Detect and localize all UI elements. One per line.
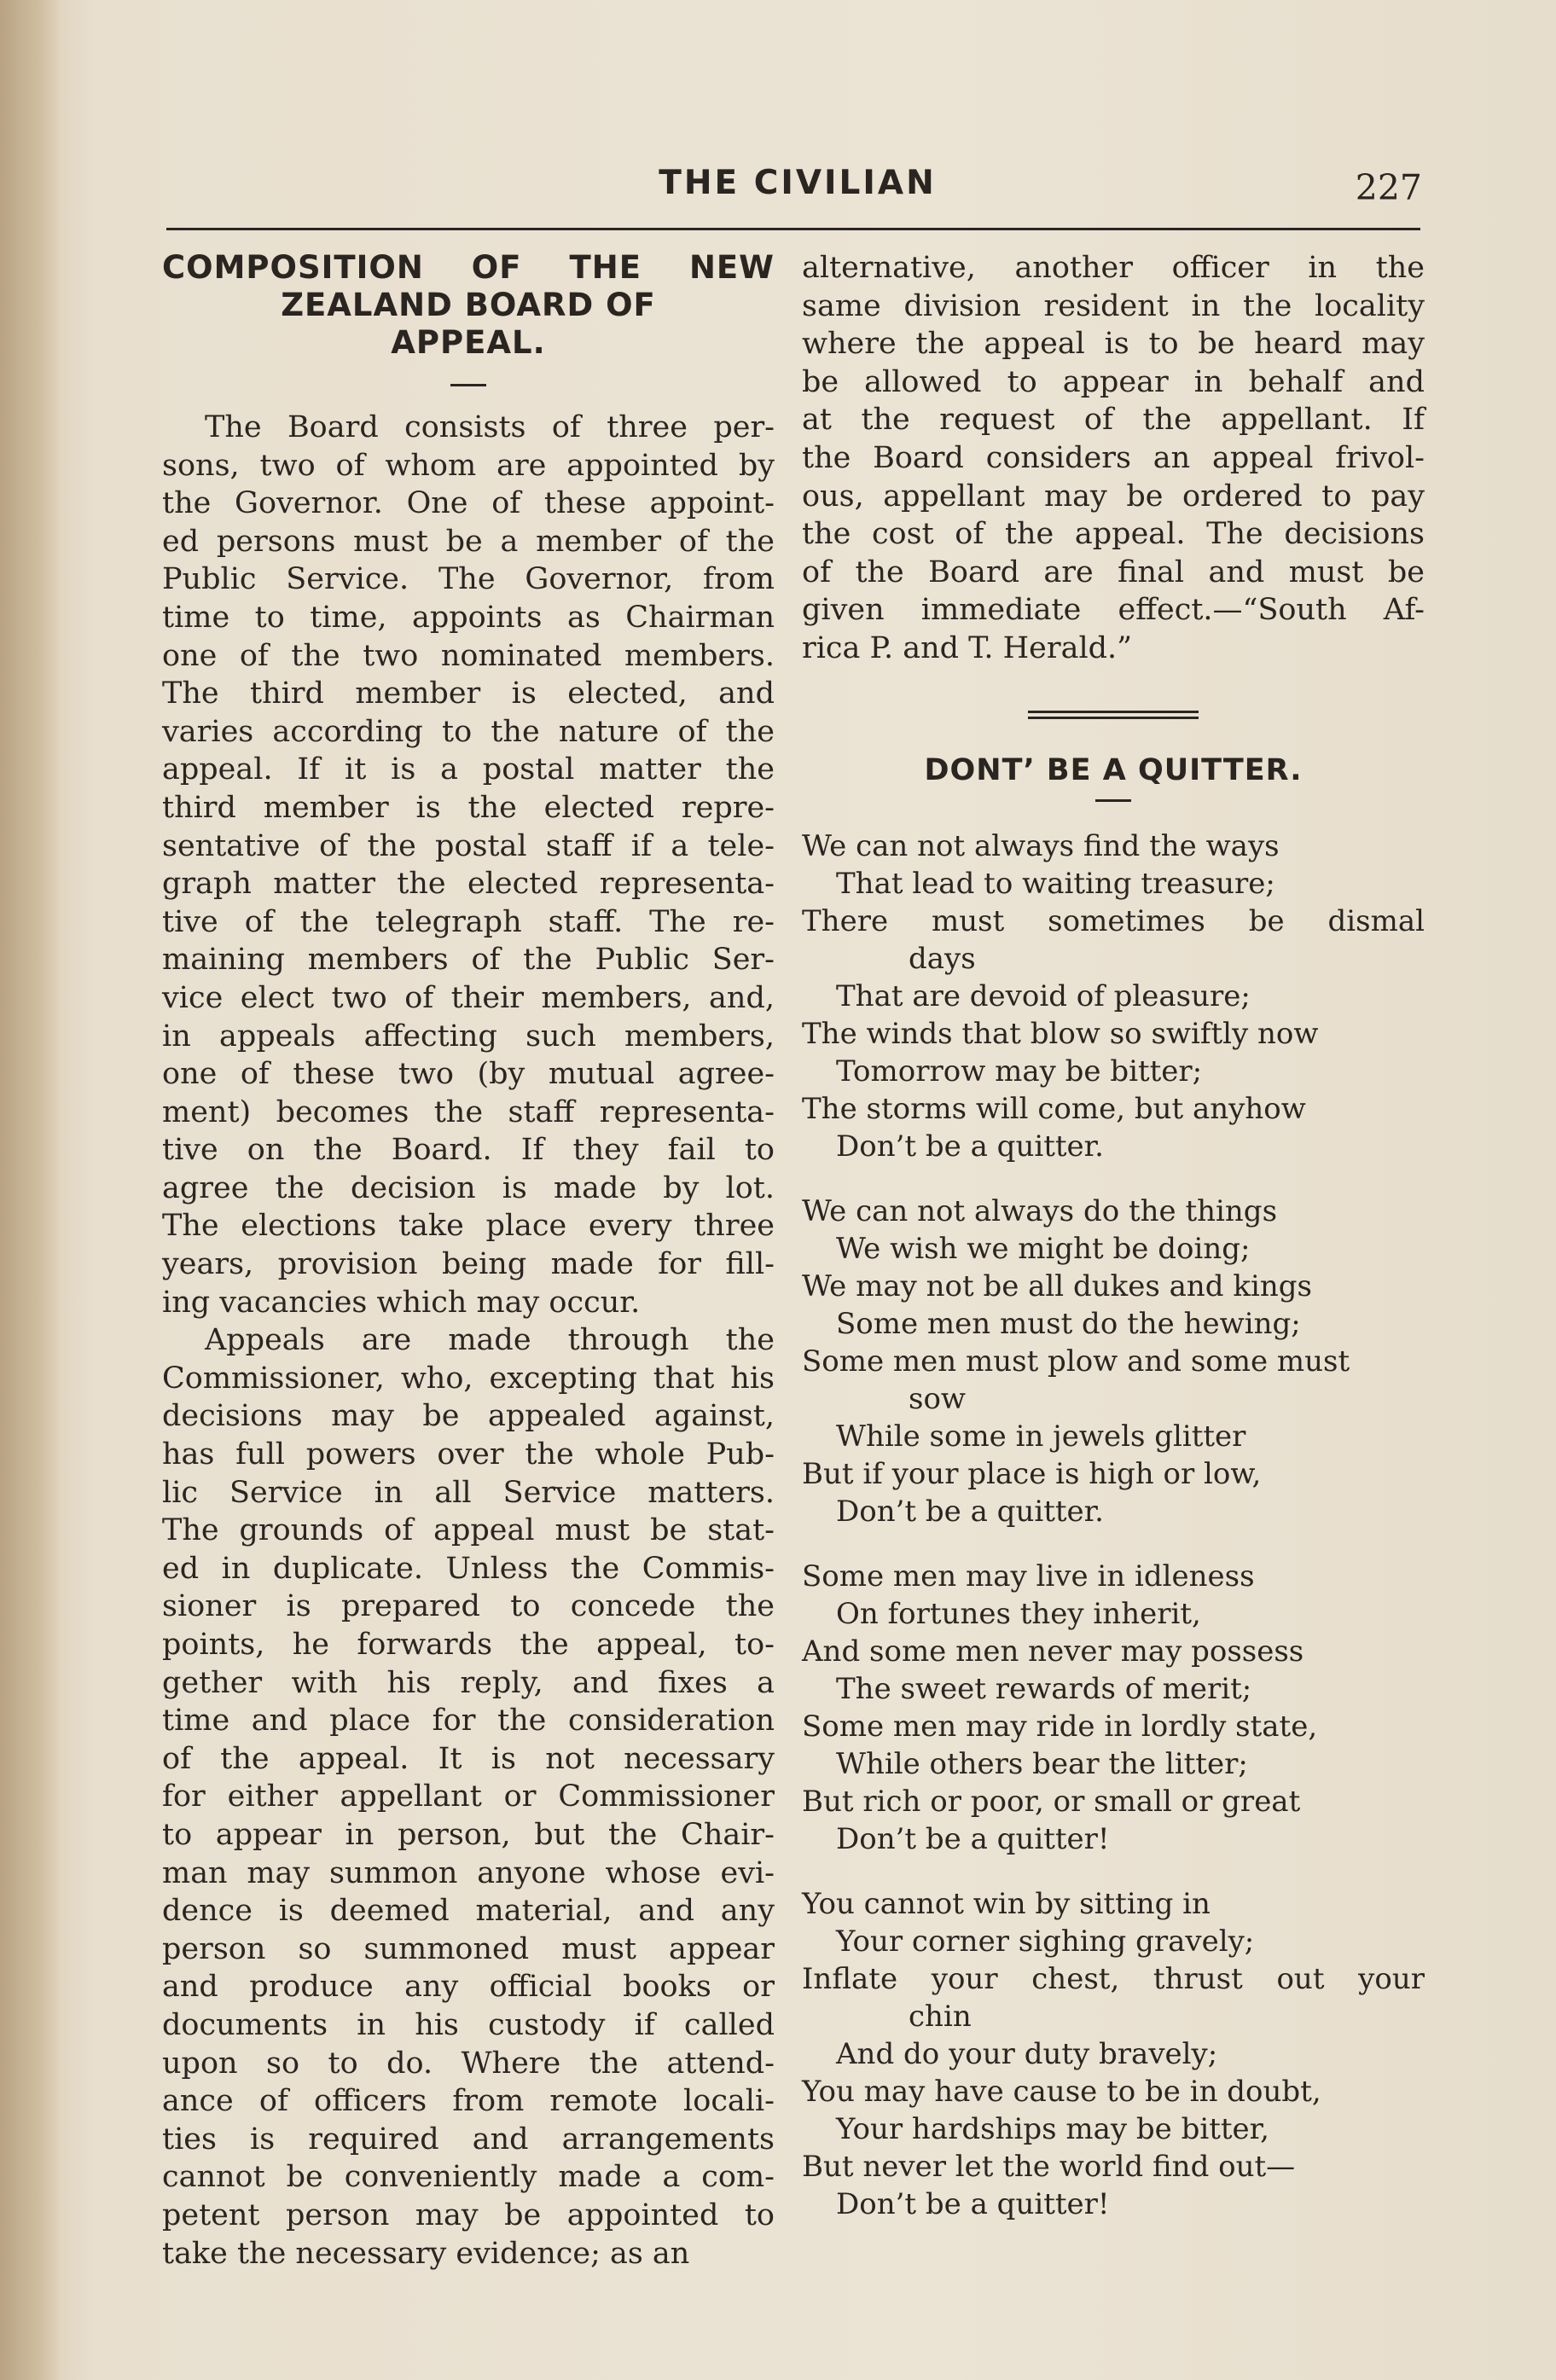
article-title bbox=[162, 249, 775, 362]
text-line: one of these two (by mutual agree- bbox=[162, 1057, 775, 1092]
poem-line: And do your duty bravely; bbox=[836, 2036, 1218, 2071]
text-line: agree the decision is made by lot. bbox=[162, 1170, 775, 1205]
text-line: same division resident in the locality bbox=[802, 288, 1425, 323]
text-line: ed in duplicate. Unless the Commis- bbox=[162, 1551, 775, 1586]
text-line: given immediate effect.—“South Af- bbox=[802, 593, 1425, 628]
text-line: has full powers over the whole Pub- bbox=[162, 1437, 775, 1472]
right-column bbox=[802, 249, 1425, 2250]
text-line: Commissioner, who, excepting that his bbox=[162, 1361, 775, 1396]
text-line: time and place for the consideration bbox=[162, 1704, 775, 1739]
binding-shadow bbox=[0, 0, 60, 2380]
text-line: maining members of the Public Ser- bbox=[162, 943, 775, 978]
article-paragraph-2 bbox=[162, 1321, 775, 2273]
poem-line: You may have cause to be in doubt, bbox=[802, 2074, 1321, 2109]
text-line: vice elect two of their members, and, bbox=[162, 980, 775, 1015]
poem-line: But never let the world find out— bbox=[802, 2149, 1296, 2184]
text-line: The third member is elected, and bbox=[162, 676, 775, 711]
text-line: take the necessary evidence; as an bbox=[162, 2236, 690, 2271]
poem-line: And some men never may possess bbox=[802, 1634, 1304, 1669]
poem-line: You cannot win by sitting in bbox=[802, 1886, 1211, 1921]
text-line: person so summoned must appear bbox=[162, 1931, 775, 1966]
poem-line: We can not always find the ways bbox=[802, 828, 1280, 863]
text-line: the cost of the appeal. The decisions bbox=[802, 517, 1425, 552]
text-line: ing vacancies which may occur. bbox=[162, 1285, 641, 1320]
text-line: decisions may be appealed against, bbox=[162, 1399, 775, 1434]
section-divider bbox=[1028, 711, 1199, 719]
poem-line: Don’t be a quitter! bbox=[836, 1821, 1110, 1856]
left-column bbox=[162, 249, 775, 2273]
text-line: time to time, appoints as Chairman bbox=[162, 600, 775, 635]
poem-line: Some men must do the hewing; bbox=[836, 1306, 1301, 1341]
poem-stanza bbox=[802, 1193, 1425, 1530]
poem-line: days bbox=[909, 941, 976, 976]
text-line: where the appeal is to be heard may bbox=[802, 327, 1425, 362]
text-line: to appear in person, but the Chair- bbox=[162, 1817, 775, 1852]
article-title-line: COMPOSITION OF THE NEW bbox=[162, 249, 775, 286]
poem-line: Your corner sighing gravely; bbox=[836, 1924, 1255, 1959]
poem-line: We may not be all dukes and kings bbox=[802, 1268, 1312, 1303]
poem-line: Don’t be a quitter! bbox=[836, 2186, 1110, 2221]
poem bbox=[802, 827, 1425, 2223]
running-title: THE CIVILIAN bbox=[659, 164, 937, 202]
poem-line: That lead to waiting treasure; bbox=[836, 866, 1275, 901]
text-line: lic Service in all Service matters. bbox=[162, 1475, 775, 1510]
poem-line: Don’t be a quitter. bbox=[836, 1494, 1104, 1529]
poem-line: The storms will come, but anyhow bbox=[802, 1091, 1306, 1126]
text-line: tive of the telegraph staff. The re- bbox=[162, 904, 775, 939]
text-line: one of the two nominated members. bbox=[162, 638, 775, 673]
text-line: gether with his reply, and fixes a bbox=[162, 1665, 775, 1700]
text-line: of the appeal. It is not necessary bbox=[162, 1741, 775, 1776]
poem-line: We can not always do the things bbox=[802, 1193, 1278, 1228]
text-line: of the Board are final and must be bbox=[802, 554, 1425, 589]
poem-line: Tomorrow may be bitter; bbox=[836, 1054, 1203, 1088]
text-line: and produce any official books or bbox=[162, 1970, 775, 2005]
text-line: at the request of the appellant. If bbox=[802, 403, 1425, 438]
poem-line: While some in jewels glitter bbox=[836, 1419, 1246, 1454]
text-line: for either appellant or Commissioner bbox=[162, 1779, 775, 1814]
text-line: cannot be conveniently made a com- bbox=[162, 2160, 775, 2195]
text-line: The elections take place every three bbox=[162, 1209, 775, 1244]
title-dash bbox=[450, 384, 486, 386]
text-line: ance of officers from remote locali- bbox=[162, 2084, 775, 2119]
poem-line: The sweet rewards of merit; bbox=[836, 1671, 1252, 1706]
poem-line: sow bbox=[909, 1381, 967, 1416]
poem-line: Some men may ride in lordly state, bbox=[802, 1709, 1318, 1744]
poem-line: We wish we might be doing; bbox=[836, 1231, 1251, 1266]
poem-line: Your hardships may be bitter, bbox=[836, 2111, 1269, 2146]
poem-line: But rich or poor, or small or great bbox=[802, 1784, 1301, 1819]
poem-line: Inflate your chest, thrust out your bbox=[802, 1961, 1425, 1996]
poem-title-dash bbox=[1095, 799, 1131, 802]
text-line: points, he forwards the appeal, to- bbox=[162, 1628, 775, 1662]
text-line: sentative of the postal staff if a tele- bbox=[162, 828, 775, 863]
text-line: ous, appellant may be ordered to pay bbox=[802, 479, 1425, 514]
article-title-line: APPEAL. bbox=[391, 324, 546, 361]
text-line: ed persons must be a member of the bbox=[162, 524, 775, 559]
text-line: The grounds of appeal must be stat- bbox=[162, 1513, 775, 1548]
poem-stanza bbox=[802, 827, 1425, 1165]
text-line: sioner is prepared to concede the bbox=[162, 1589, 775, 1624]
text-line: ties is required and arrangements bbox=[162, 2122, 775, 2157]
running-header bbox=[166, 164, 1429, 215]
poem-line: The winds that blow so swiftly now bbox=[802, 1016, 1319, 1051]
article-title-line: ZEALAND BOARD OF bbox=[281, 287, 656, 323]
article-paragraph-1 bbox=[162, 409, 775, 1321]
text-line: Appeals are made through the bbox=[205, 1323, 775, 1358]
text-line: petent person may be appointed to bbox=[162, 2197, 775, 2232]
text-line: man may summon anyone whose evi- bbox=[162, 1855, 775, 1890]
text-line: the Board considers an appeal frivol- bbox=[802, 440, 1425, 475]
article-continuation bbox=[802, 249, 1425, 668]
text-line: dence is deemed material, and any bbox=[162, 1894, 775, 1929]
poem-line: chin bbox=[909, 1999, 972, 2034]
text-line: third member is the elected repre- bbox=[162, 790, 775, 825]
poem-line: Some men may live in idleness bbox=[802, 1559, 1255, 1593]
poem-line: While others bear the litter; bbox=[836, 1746, 1248, 1781]
text-line: the Governor. One of these appoint- bbox=[162, 486, 775, 521]
text-line: documents in his custody if called bbox=[162, 2007, 775, 2042]
text-line: graph matter the elected representa- bbox=[162, 867, 775, 902]
page-number: 227 bbox=[1355, 167, 1422, 208]
text-line: The Board consists of three per- bbox=[205, 410, 775, 444]
poem-line: On fortunes they inherit, bbox=[836, 1596, 1201, 1631]
poem-line: Don’t be a quitter. bbox=[836, 1129, 1104, 1164]
text-line: alternative, another officer in the bbox=[802, 251, 1425, 285]
text-line: years, provision being made for fill- bbox=[162, 1247, 775, 1282]
poem-title: DONT’ BE A QUITTER. bbox=[924, 752, 1303, 787]
poem-line: But if your place is high or low, bbox=[802, 1456, 1262, 1491]
text-line: varies according to the nature of the bbox=[162, 714, 775, 749]
poem-stanza bbox=[802, 1885, 1425, 2223]
poem-line: Some men must plow and some must bbox=[802, 1344, 1350, 1379]
text-line: be allowed to appear in behalf and bbox=[802, 364, 1425, 399]
text-line: Public Service. The Governor, from bbox=[162, 562, 775, 597]
text-line: ment) becomes the staff representa- bbox=[162, 1094, 775, 1129]
poem-line: That are devoid of pleasure; bbox=[836, 978, 1251, 1013]
header-rule bbox=[166, 228, 1420, 230]
poem-line: There must sometimes be dismal bbox=[802, 903, 1425, 938]
text-line: tive on the Board. If they fail to bbox=[162, 1133, 775, 1168]
text-line: in appeals affecting such members, bbox=[162, 1019, 775, 1054]
text-line: sons, two of whom are appointed by bbox=[162, 448, 775, 483]
text-line: appeal. If it is a postal matter the bbox=[162, 752, 775, 787]
text-line: upon so to do. Where the attend- bbox=[162, 2046, 775, 2081]
text-line: rica P. and T. Herald.” bbox=[802, 630, 1133, 665]
poem-stanza bbox=[802, 1558, 1425, 1858]
